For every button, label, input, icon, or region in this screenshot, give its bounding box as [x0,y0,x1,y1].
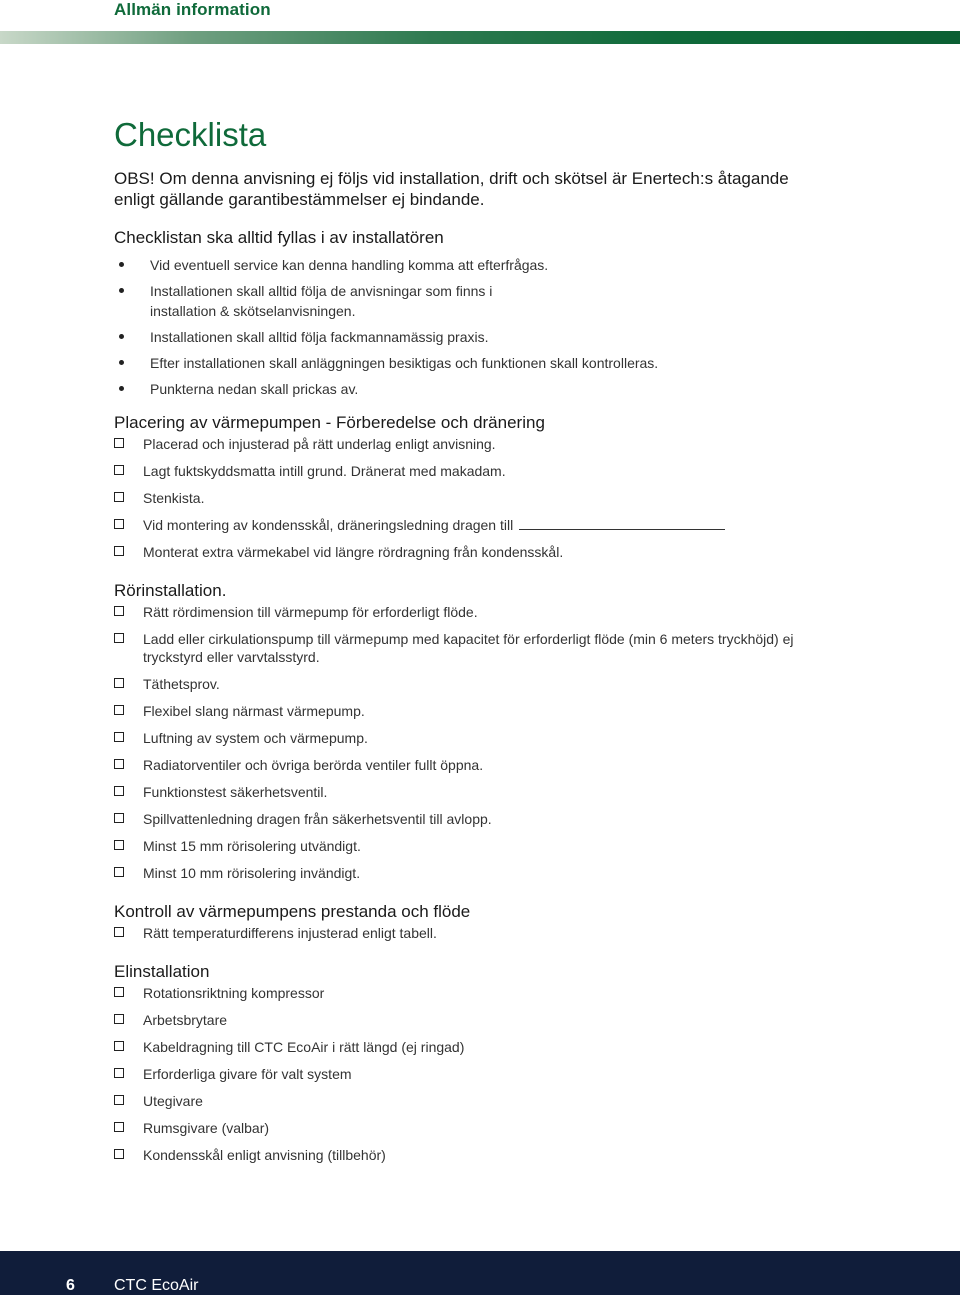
checklist-item[interactable] [114,702,834,720]
checklist-item[interactable] [114,1011,834,1029]
bullet-item [114,353,834,373]
bullet-icon [119,288,124,293]
checkbox-icon[interactable] [114,633,124,643]
page-title: Checklista [114,116,267,153]
checklist-rorinstallation [114,603,834,882]
checklist-prestanda [114,924,834,942]
checkbox-icon[interactable] [114,732,124,742]
checklist-item-label: Minst 15 mm rörisolering utvändigt. [143,838,361,854]
bullet-item [114,281,510,321]
checklist-item-label: Erforderliga givare för valt system [143,1066,352,1082]
checkbox-icon[interactable] [114,987,124,997]
checklist-item-label: Radiatorventiler och övriga berörda ventiler fullt öppna. [143,757,484,773]
checklist-item[interactable] [114,924,834,942]
fill-in-line[interactable] [519,517,725,530]
intro-bullet-list [114,255,834,399]
checkbox-icon[interactable] [114,1041,124,1051]
warning-text: OBS! Om denna anvisning ej följs vid installation, drift och skötsel är Enertech:s åtagande enligt gällande garantibestämmelser ej bindande. [114,169,789,209]
checklist-item-label: Rätt temperaturdifferens injusterad enligt tabell. [143,925,437,941]
section-heading-prestanda: Kontroll av värmepumpens prestanda och flöde [114,902,471,921]
bullet-icon [119,386,124,391]
intro-heading: Checklistan ska alltid fyllas i av installatören [114,228,444,247]
checklist-item[interactable] [114,1092,834,1110]
checklist-item-label: Täthetsprov. [143,676,220,692]
checkbox-icon[interactable] [114,705,124,715]
checklist-item[interactable] [114,837,834,855]
checkbox-icon[interactable] [114,813,124,823]
header-rule [0,31,960,44]
checklist-item[interactable] [114,516,834,534]
checklist-item-label: Rotationsriktning kompressor [143,985,325,1001]
checkbox-icon[interactable] [114,1149,124,1159]
checklist-item-label: Flexibel slang närmast värmepump. [143,703,365,719]
checklist-item[interactable] [114,756,834,774]
checklist-item[interactable] [114,630,834,666]
bullet-text: Installationen skall alltid följa fackmannamässig praxis. [150,329,489,345]
document-body [114,116,834,1173]
bullet-text: Installationen skall alltid följa de anvisningar som finns i installation & skötselanvisningen. [150,283,493,319]
checklist-item[interactable] [114,1146,834,1164]
checklist-item[interactable] [114,462,834,480]
checklist-item[interactable] [114,435,834,453]
checklist-item-label: Ladd eller cirkulationspump till värmepump med kapacitet för erforderligt flöde (min 6 meters tryckhöjd) ej tryckstyrd eller varvtalsstyrd. [143,631,794,665]
bullet-text: Punkterna nedan skall prickas av. [150,381,359,397]
checklist-item[interactable] [114,603,834,621]
page-number: 6 [66,1277,75,1294]
checklist-item-label: Rumsgivare (valbar) [143,1120,270,1136]
checklist-item-label: Vid montering av kondensskål, dräneringsledning dragen till [143,517,514,533]
section-heading-elinstallation: Elinstallation [114,962,210,981]
checklist-item-label: Utegivare [143,1093,203,1109]
checkbox-icon[interactable] [114,1014,124,1024]
footer-product-name: CTC EcoAir [114,1277,199,1294]
checklist-item-label: Placerad och injusterad på rätt underlag enligt anvisning. [143,436,496,452]
checklist-item[interactable] [114,984,834,1002]
checkbox-icon[interactable] [114,546,124,556]
checkbox-icon[interactable] [114,678,124,688]
checklist-item-label: Kabeldragning till CTC EcoAir i rätt längd (ej ringad) [143,1039,465,1055]
checklist-item[interactable] [114,729,834,747]
checklist-item-label: Luftning av system och värmepump. [143,730,368,746]
section-heading-rorinstallation: Rörinstallation. [114,581,227,600]
checklist-item[interactable] [114,489,834,507]
bullet-icon [119,360,124,365]
checkbox-icon[interactable] [114,759,124,769]
bullet-icon [119,334,124,339]
page-footer [0,1251,960,1295]
checkbox-icon[interactable] [114,1095,124,1105]
checklist-item[interactable] [114,810,834,828]
checkbox-icon[interactable] [114,606,124,616]
checklist-item[interactable] [114,1038,834,1056]
checklist-item-label: Arbetsbrytare [143,1012,228,1028]
checklist-item[interactable] [114,675,834,693]
checklist-placering [114,435,834,561]
section-header-title: Allmän information [114,0,271,19]
checkbox-icon[interactable] [114,927,124,937]
checklist-item-label: Minst 10 mm rörisolering invändigt. [143,865,361,881]
checkbox-icon[interactable] [114,1068,124,1078]
checkbox-icon[interactable] [114,867,124,877]
checklist-item[interactable] [114,543,834,561]
section-heading-placering: Placering av värmepumpen - Förberedelse och dränering [114,413,545,432]
checkbox-icon[interactable] [114,492,124,502]
checkbox-icon[interactable] [114,438,124,448]
checkbox-icon[interactable] [114,1122,124,1132]
bullet-icon [119,262,124,267]
checklist-elinstallation [114,984,834,1164]
checklist-item[interactable] [114,1119,834,1137]
checkbox-icon[interactable] [114,786,124,796]
checkbox-icon[interactable] [114,465,124,475]
checklist-item-label: Funktionstest säkerhetsventil. [143,784,328,800]
checklist-item-label: Stenkista. [143,490,205,506]
bullet-item [114,255,834,275]
bullet-item [114,327,834,347]
checklist-item-label: Lagt fuktskyddsmatta intill grund. Dränerat med makadam. [143,463,506,479]
bullet-text: Efter installationen skall anläggningen besiktigas och funktionen skall kontrolleras. [150,355,659,371]
checklist-item[interactable] [114,783,834,801]
checklist-item[interactable] [114,1065,834,1083]
bullet-item [114,379,834,399]
checklist-item-label: Spillvattenledning dragen från säkerhetsventil till avlopp. [143,811,492,827]
bullet-text: Vid eventuell service kan denna handling komma att efterfrågas. [150,257,549,273]
checklist-item-label: Monterat extra värmekabel vid längre rördragning från kondensskål. [143,544,564,560]
checklist-item-label: Kondensskål enligt anvisning (tillbehör) [143,1147,386,1163]
checkbox-icon[interactable] [114,519,124,529]
checklist-item[interactable] [114,864,834,882]
checklist-item-label: Rätt rördimension till värmepump för erforderligt flöde. [143,604,478,620]
checkbox-icon[interactable] [114,840,124,850]
